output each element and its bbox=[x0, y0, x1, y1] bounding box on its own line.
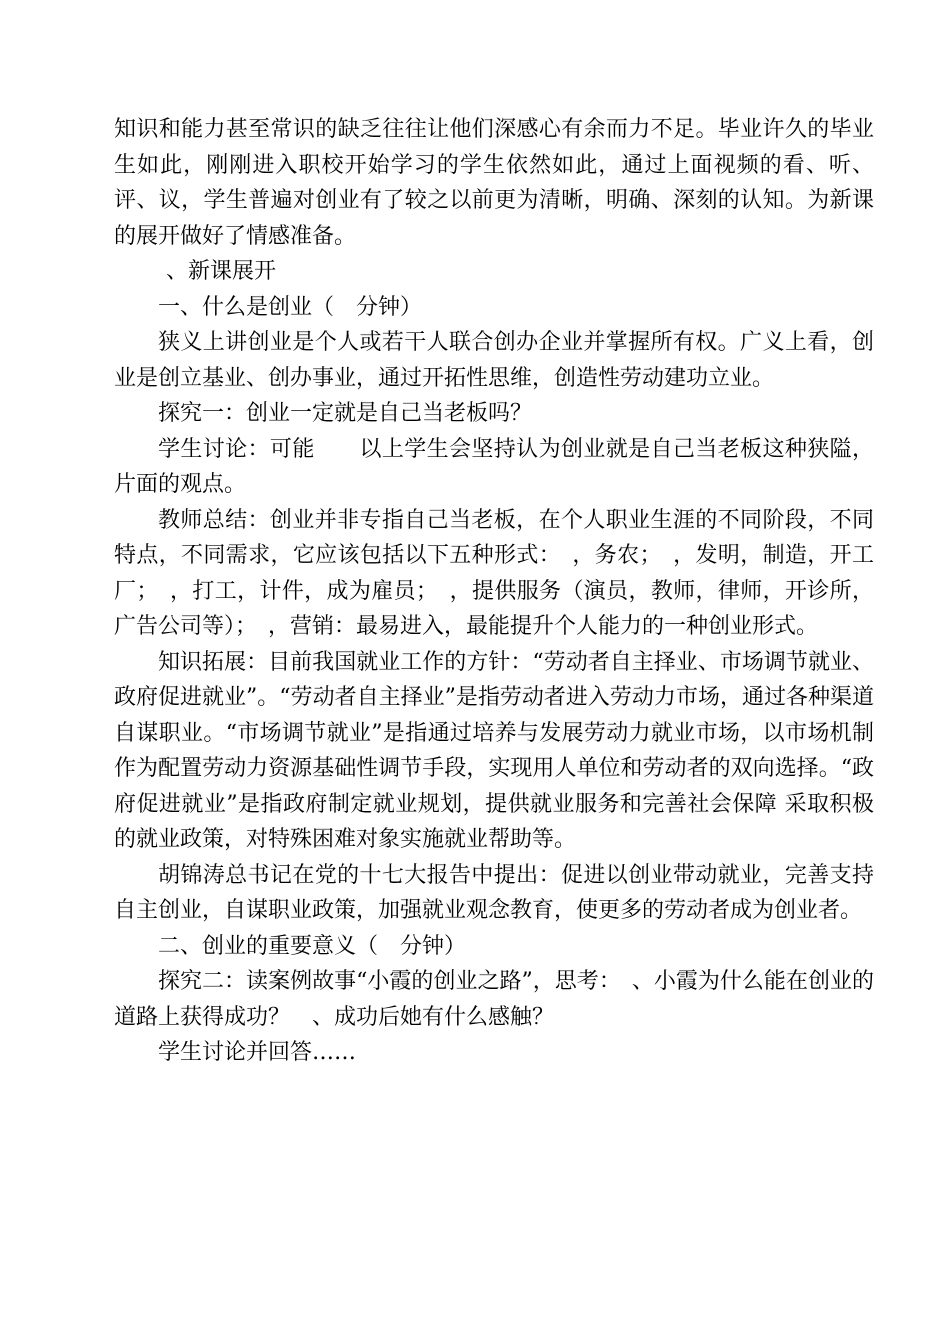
paragraph-definition: 狭义上讲创业是个人或若干人联合创办企业并掌握所有权。广义上看，创业是创立基业、创办事业，通过开拓性思维，创造性劳动建功立业。 bbox=[114, 330, 874, 391]
paragraph-congress-report: 胡锦涛总书记在党的十七大报告中提出：促进以创业带动就业，完善支持自主创业，自谋职业政策，加强就业观念教育，使更多的劳动者成为创业者。 bbox=[114, 862, 874, 923]
paragraph-student-discussion: 学生讨论：可能 以上学生会坚持认为创业就是自己当老板这种狭隘，片面的观点。 bbox=[114, 436, 874, 497]
document-body bbox=[114, 112, 874, 1071]
paragraph-intro-continued: 知识和能力甚至常识的缺乏往往让他们深感心有余而力不足。毕业许久的毕业生如此，刚刚进入职校开始学习的学生依然如此，通过上面视频的看、听、评、议，学生普遍对创业有了较之以前更为清晰，明确、深刻的认知。为新课的展开做好了情感准备。 bbox=[114, 117, 874, 249]
paragraph-knowledge-extension: 知识拓展：目前我国就业工作的方针：“劳动者自主择业、市场调节就业、政府促进就业”。“劳动者自主择业”是指劳动者进入劳动力市场，通过各种渠道自谋职业。“市场调节就业”是指通过培养与发展劳动力就业市场，以市场机制作为配置劳动力资源基础性调节手段，实现用人单位和劳动者的双向选择。“政府促进就业”是指政府制定就业规划，提供就业服务和完善社会保障 采取积极的就业政策，对特殊困难对象实施就业帮助等。 bbox=[114, 649, 874, 852]
subheading-what-is-entrepreneurship: 一、什么是创业（ 分钟） bbox=[158, 294, 423, 320]
paragraph-inquiry-two: 探究二：读案例故事“小霞的创业之路”，思考： 、小霞为什么能在创业的道路上获得成功？ 、成功后她有什么感触？ bbox=[114, 969, 874, 1030]
subheading-importance: 二、创业的重要意义（ 分钟） bbox=[158, 933, 467, 959]
paragraph-inquiry-one: 探究一：创业一定就是自己当老板吗？ bbox=[158, 401, 533, 426]
paragraph-student-answer: 学生讨论并回答…… bbox=[158, 1040, 357, 1065]
paragraph-teacher-summary: 教师总结：创业并非专指自己当老板，在个人职业生涯的不同阶段，不同特点，不同需求，它应该包括以下五种形式： ，务农； ，发明，制造，开工厂； ，打工，计件，成为雇员； ，提供服务（演员，教师，律师，开诊所，广告公司等）； ，营销：最易进入，最能提升个人能力的一种创业形式。 bbox=[114, 507, 874, 639]
section-heading-new-lesson: 、新课展开 bbox=[166, 259, 277, 284]
